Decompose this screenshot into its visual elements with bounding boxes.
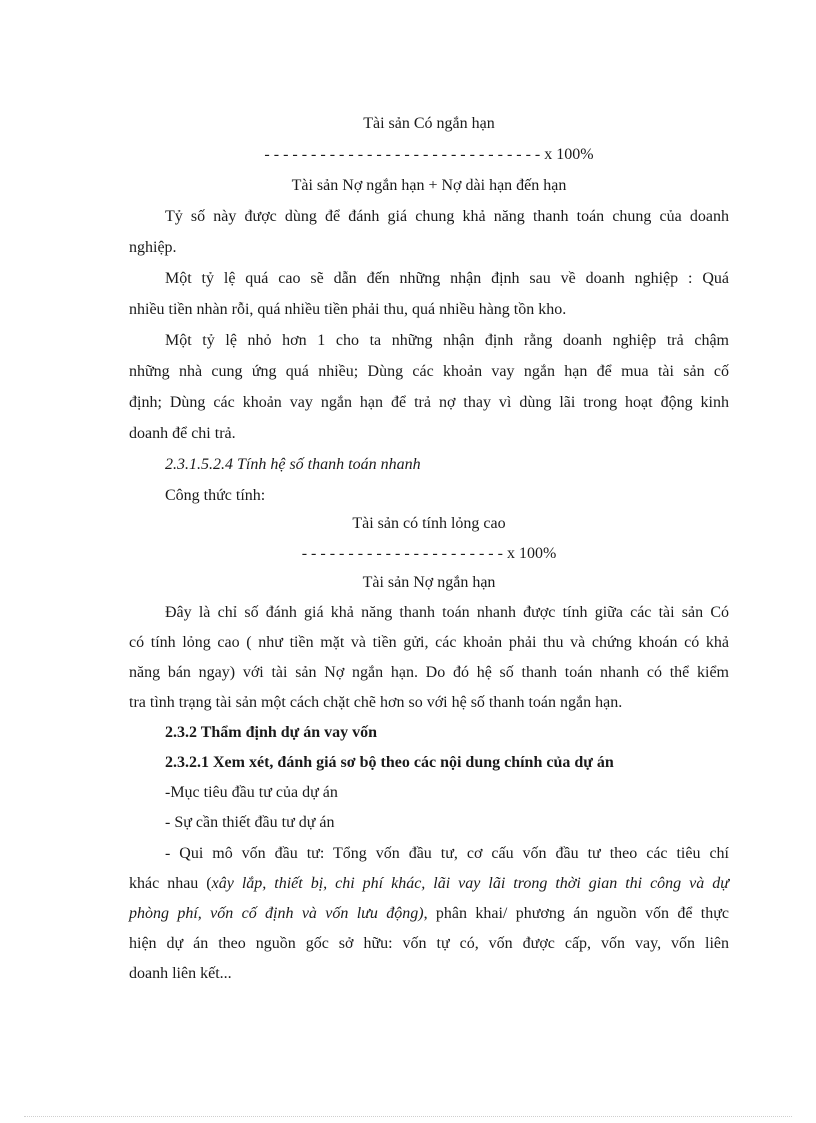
para5-line3-italic: phòng phí, vốn cố định và vốn lưu động)	[129, 905, 424, 922]
bullet-investment-objective: -Mục tiêu đầu tư của dự án	[165, 784, 338, 801]
para5-line1: - Qui mô vốn đầu tư: Tổng vốn đầu tư, cơ cấu vốn đầu tư theo các tiêu chí	[165, 845, 729, 862]
para1-line2: nghiệp.	[129, 239, 177, 256]
para1-line1: Tỷ số này được dùng để đánh giá chung khả năng thanh toán chung của doanh	[165, 208, 729, 225]
para5-line3	[129, 904, 729, 924]
formula1-numerator: Tài sản Có ngắn hạn	[363, 115, 495, 132]
para3-line1: Một tỷ lệ nhỏ hơn 1 cho ta những nhận định rằng doanh nghiệp trả chậm	[165, 332, 729, 349]
para3-line2: những nhà cung ứng quá nhiều; Dùng các khoản vay ngắn hạn để mua tài sản cố	[129, 363, 729, 380]
heading-quick-ratio: 2.3.1.5.2.4 Tính hệ số thanh toán nhanh	[165, 456, 421, 473]
para2-line2: nhiều tiền nhàn rỗi, quá nhiều tiền phải thu, quá nhiều hàng tồn kho.	[129, 301, 567, 318]
formula-intro: Công thức tính:	[165, 487, 266, 504]
formula2-denominator: Tài sản Nợ ngắn hạn	[362, 574, 496, 591]
para5-line4: hiện dự án theo nguồn gốc sở hữu: vốn tự có, vốn được cấp, vốn vay, vốn liên	[129, 935, 729, 952]
heading-loan-appraisal: 2.3.2 Thẩm định dự án vay vốn	[165, 724, 378, 741]
para4-line3: năng bán ngay) với tài sản Nợ ngắn hạn. Do đó hệ số thanh toán nhanh có thể kiểm	[129, 664, 729, 681]
page-bottom-divider	[24, 1116, 792, 1117]
bullet-investment-necessity: - Sự cần thiết đầu tư dự án	[165, 814, 335, 831]
heading-preliminary-review: 2.3.2.1 Xem xét, đánh giá sơ bộ theo các nội dung chính của dự án	[165, 754, 614, 771]
para5-line5: doanh liên kết...	[129, 965, 232, 982]
para5-line2-italic: xây lắp, thiết bị, chi phí khác, lãi vay lãi trong thời gian thi công và dự	[211, 875, 729, 892]
formula1-divider: - - - - - - - - - - - - - - - - - - - - - - - - - - - - - - x 100%	[264, 146, 594, 163]
para5-line2-plain: khác nhau (	[129, 875, 212, 892]
para5-line3-plain: , phân khai/ phương án nguồn vốn để thực	[423, 905, 729, 922]
formula1-denominator: Tài sản Nợ ngắn hạn + Nợ dài hạn đến hạn	[291, 177, 567, 194]
para2-line1: Một tỷ lệ quá cao sẽ dẫn đến những nhận định sau về doanh nghiệp : Quá	[165, 270, 729, 287]
para3-line4: doanh để chi trả.	[129, 425, 236, 442]
formula2-numerator: Tài sản có tính lỏng cao	[352, 515, 506, 532]
para4-line1: Đây là chỉ số đánh giá khả năng thanh toán nhanh được tính giữa các tài sản Có	[165, 604, 729, 621]
formula2-divider: - - - - - - - - - - - - - - - - - - - - - - x 100%	[301, 545, 557, 562]
para4-line4: tra tình trạng tài sản một cách chặt chẽ hơn so với hệ số thanh toán ngắn hạn.	[129, 694, 623, 711]
para4-line2: có tính lỏng cao ( như tiền mặt và tiền gửi, các khoản phải thu và chứng khoán có khả	[129, 634, 729, 651]
para5-line2	[129, 874, 729, 894]
para3-line3: định; Dùng các khoản vay ngắn hạn để trả nợ thay vì dùng lãi trong hoạt động kinh	[129, 394, 729, 411]
